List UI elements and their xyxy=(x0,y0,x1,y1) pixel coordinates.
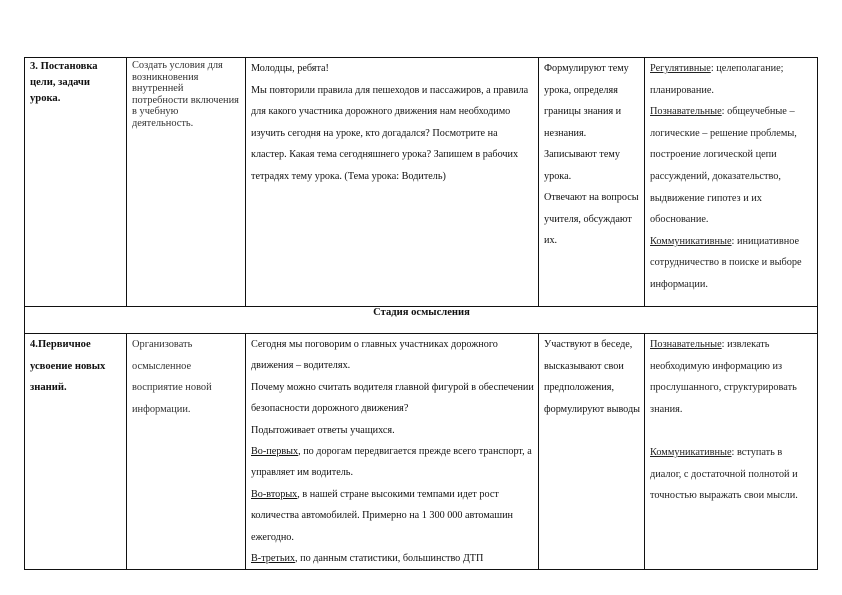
uud-text: : общеучебные – логические – решение проблемы, построение логической цепи рассуждений, доказательство, выдвижение гипотез и их обоснование. xyxy=(650,106,797,226)
uud-text: : извлекать необходимую информацию из прослушанного, структурировать знания. xyxy=(650,339,797,415)
teacher-text: Почему можно считать водителя главной фигурой в обеспечении безопасности дорожного движения? xyxy=(251,381,534,415)
goal-cell xyxy=(127,58,246,307)
table-row xyxy=(25,58,818,307)
teacher-text: , по данным статистики, большинство ДТП xyxy=(295,553,484,565)
goal-text: Организовать осмысленное восприятие новой информации. xyxy=(132,339,212,415)
teacher-text: Подытоживает ответы учащихся. xyxy=(251,424,395,436)
lesson-plan-table xyxy=(24,57,818,570)
teacher-text: , в нашей стране высокими темпами идет рост количества автомобилей. Примерно на 1 300 000 автомашин ежегодно. xyxy=(251,488,513,543)
goal-text: Создать условия для возникновения внутренней потребности включения в учебную деятельность. xyxy=(132,60,239,129)
student-text: Отвечают на вопросы учителя, обсуждают их. xyxy=(544,192,639,246)
uud-category-communicative: Коммуникативные xyxy=(650,235,732,247)
teacher-text: Сегодня мы поговорим о главных участниках дорожного движения – водителях. xyxy=(251,339,498,372)
stage-cell xyxy=(25,58,127,307)
uud-text: : вступать в диалог, с достаточной полнотой и точностью выражать свои мысли. xyxy=(650,446,798,502)
uud-text: : инициативное сотрудничество в поиске и выборе информации. xyxy=(650,235,802,290)
student-activity-cell xyxy=(539,58,645,307)
stage-cell xyxy=(25,334,127,570)
teacher-text: Молодцы, ребята! xyxy=(251,63,329,74)
student-activity-cell xyxy=(539,334,645,570)
goal-cell xyxy=(127,334,246,570)
table-row xyxy=(25,307,818,334)
teacher-text: Мы повторили правила для пешеходов и пассажиров, а правила для какого участника дорожного движения нам необходимо изучить сегодня на уроке, кто догадался? Посмотрите на кластер. Какая тема сегодняшнего урока? Запишем в рабочих тетрадях тему урока. (Тема урока: Водитель) xyxy=(251,84,529,182)
uud-category-regulatory: Регулятивные xyxy=(650,63,711,74)
section-header: Стадия осмысления xyxy=(25,307,818,334)
uud-category-communicative: Коммуникативные xyxy=(650,446,732,458)
teacher-text-lead: Во-вторых xyxy=(251,488,298,500)
uud-category-cognitive: Познавательные xyxy=(650,106,722,118)
student-text: Записывают тему урока. xyxy=(544,149,620,182)
uud-cell xyxy=(645,334,818,570)
stage-name: 3. Постановка цели, задачи урока. xyxy=(30,61,98,104)
teacher-activity-cell xyxy=(246,58,539,307)
teacher-text: , по дорогам передвигается прежде всего транспорт, а управляет им водитель. xyxy=(251,446,532,479)
teacher-text-lead: В-третьих xyxy=(251,553,296,565)
table-row xyxy=(25,334,818,570)
uud-cell xyxy=(645,58,818,307)
teacher-activity-cell xyxy=(246,334,539,570)
spacer xyxy=(650,420,813,442)
uud-category-cognitive: Познавательные xyxy=(650,339,722,350)
stage-name: 4.Первичное усвоение новых знаний. xyxy=(30,339,106,393)
teacher-text-lead: Во-первых xyxy=(251,446,299,458)
student-text: Формулируют тему урока, определяя границы знания и незнания. xyxy=(544,63,629,139)
uud-text: : целеполагание; планирование. xyxy=(650,63,784,96)
student-text: Участвуют в беседе, высказывают свои предположения, формулируют выводы xyxy=(544,339,641,415)
